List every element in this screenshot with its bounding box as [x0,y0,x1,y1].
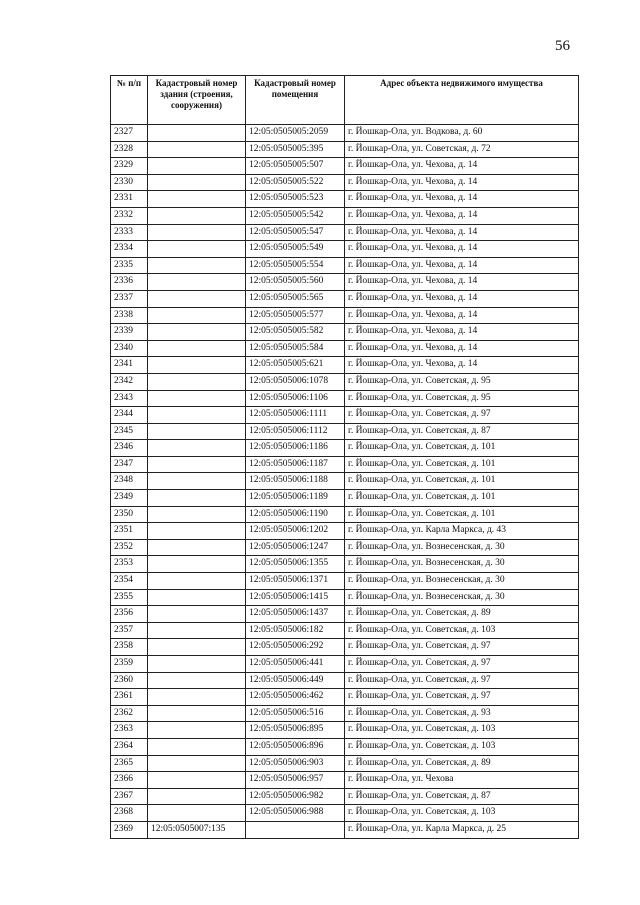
row-index: 2359 [111,656,148,673]
building-cadastral-number [148,805,246,822]
row-index: 2347 [111,456,148,473]
cadastral-table [110,75,579,839]
property-address: г. Йошкар-Ола, ул. Советская, д. 93 [345,705,579,722]
row-index: 2367 [111,788,148,805]
row-index: 2348 [111,473,148,490]
property-address: г. Йошкар-Ола, ул. Чехова, д. 14 [345,290,579,307]
building-cadastral-number [148,722,246,739]
premises-cadastral-number: 12:05:0505005:547 [246,224,345,241]
property-address: г. Йошкар-Ола, ул. Советская, д. 101 [345,490,579,507]
premises-cadastral-number: 12:05:0505005:582 [246,324,345,341]
property-address: г. Йошкар-Ола, ул. Карла Маркса, д. 43 [345,523,579,540]
table-row [111,224,579,241]
header-index: № п/п [111,76,148,125]
property-address: г. Йошкар-Ола, ул. Советская, д. 97 [345,689,579,706]
property-address: г. Йошкар-Ола, ул. Карла Маркса, д. 25 [345,821,579,838]
table-row [111,456,579,473]
header-building-number: Кадастровый номер здания (строения, сооружения) [148,76,246,125]
table-row [111,191,579,208]
building-cadastral-number [148,207,246,224]
property-address: г. Йошкар-Ола, ул. Чехова, д. 14 [345,174,579,191]
premises-cadastral-number: 12:05:0505006:1111 [246,407,345,424]
table-row [111,589,579,606]
row-index: 2354 [111,573,148,590]
building-cadastral-number [148,589,246,606]
building-cadastral-number [148,257,246,274]
header-row [111,76,579,125]
table-row [111,689,579,706]
building-cadastral-number [148,158,246,175]
table-row [111,556,579,573]
property-address: г. Йошкар-Ола, ул. Чехова, д. 14 [345,274,579,291]
row-index: 2341 [111,357,148,374]
property-address: г. Йошкар-Ола, ул. Советская, д. 89 [345,755,579,772]
row-index: 2343 [111,390,148,407]
row-index: 2344 [111,407,148,424]
table-row [111,174,579,191]
premises-cadastral-number [246,821,345,838]
row-index: 2331 [111,191,148,208]
table-row [111,207,579,224]
table-row [111,307,579,324]
building-cadastral-number [148,556,246,573]
property-address: г. Йошкар-Ола, ул. Вознесенская, д. 30 [345,539,579,556]
table-row [111,125,579,142]
table-row [111,440,579,457]
premises-cadastral-number: 12:05:0505006:982 [246,788,345,805]
property-address: г. Йошкар-Ола, ул. Советская, д. 97 [345,656,579,673]
premises-cadastral-number: 12:05:0505006:1202 [246,523,345,540]
premises-cadastral-number: 12:05:0505006:988 [246,805,345,822]
property-address: г. Йошкар-Ола, ул. Советская, д. 97 [345,407,579,424]
building-cadastral-number [148,125,246,142]
row-index: 2352 [111,539,148,556]
premises-cadastral-number: 12:05:0505005:554 [246,257,345,274]
row-index: 2366 [111,772,148,789]
building-cadastral-number [148,788,246,805]
building-cadastral-number [148,772,246,789]
premises-cadastral-number: 12:05:0505006:182 [246,622,345,639]
table-row [111,373,579,390]
row-index: 2346 [111,440,148,457]
property-address: г. Йошкар-Ола, ул. Советская, д. 87 [345,788,579,805]
table-row [111,788,579,805]
premises-cadastral-number: 12:05:0505005:560 [246,274,345,291]
row-index: 2365 [111,755,148,772]
building-cadastral-number [148,290,246,307]
property-address: г. Йошкар-Ола, ул. Вознесенская, д. 30 [345,556,579,573]
row-index: 2340 [111,340,148,357]
property-address: г. Йошкар-Ола, ул. Советская, д. 97 [345,672,579,689]
premises-cadastral-number: 12:05:0505006:1078 [246,373,345,390]
table-row [111,539,579,556]
building-cadastral-number [148,141,246,158]
premises-cadastral-number: 12:05:0505006:292 [246,639,345,656]
table-row [111,639,579,656]
property-address: г. Йошкар-Ола, ул. Вознесенская, д. 30 [345,589,579,606]
property-address: г. Йошкар-Ола, ул. Советская, д. 97 [345,639,579,656]
premises-cadastral-number: 12:05:0505006:449 [246,672,345,689]
premises-cadastral-number: 12:05:0505005:542 [246,207,345,224]
building-cadastral-number [148,506,246,523]
row-index: 2361 [111,689,148,706]
table-header [111,76,579,125]
premises-cadastral-number: 12:05:0505006:957 [246,772,345,789]
table-body [111,125,579,839]
property-address: г. Йошкар-Ола, ул. Советская, д. 101 [345,473,579,490]
row-index: 2364 [111,738,148,755]
premises-cadastral-number: 12:05:0505006:1106 [246,390,345,407]
premises-cadastral-number: 12:05:0505006:1188 [246,473,345,490]
property-address: г. Йошкар-Ола, ул. Чехова, д. 14 [345,224,579,241]
row-index: 2332 [111,207,148,224]
table-row [111,755,579,772]
row-index: 2335 [111,257,148,274]
property-address: г. Йошкар-Ола, ул. Советская, д. 103 [345,722,579,739]
property-address: г. Йошкар-Ола, ул. Советская, д. 95 [345,390,579,407]
property-address: г. Йошкар-Ола, ул. Чехова, д. 14 [345,307,579,324]
table-row [111,324,579,341]
table-row [111,772,579,789]
row-index: 2337 [111,290,148,307]
table-row [111,257,579,274]
property-address: г. Йошкар-Ола, ул. Советская, д. 89 [345,606,579,623]
premises-cadastral-number: 12:05:0505006:1437 [246,606,345,623]
table-row [111,606,579,623]
building-cadastral-number [148,274,246,291]
table-row [111,573,579,590]
premises-cadastral-number: 12:05:0505006:441 [246,656,345,673]
premises-cadastral-number: 12:05:0505005:584 [246,340,345,357]
premises-cadastral-number: 12:05:0505005:565 [246,290,345,307]
premises-cadastral-number: 12:05:0505005:395 [246,141,345,158]
row-index: 2360 [111,672,148,689]
table-row [111,340,579,357]
premises-cadastral-number: 12:05:0505005:2059 [246,125,345,142]
premises-cadastral-number: 12:05:0505006:462 [246,689,345,706]
building-cadastral-number [148,440,246,457]
building-cadastral-number [148,407,246,424]
building-cadastral-number [148,755,246,772]
property-address: г. Йошкар-Ола, ул. Советская, д. 95 [345,373,579,390]
premises-cadastral-number: 12:05:0505006:1355 [246,556,345,573]
table-row [111,357,579,374]
table-row [111,141,579,158]
premises-cadastral-number: 12:05:0505006:1190 [246,506,345,523]
table-row [111,805,579,822]
building-cadastral-number [148,241,246,258]
building-cadastral-number [148,174,246,191]
table-row [111,423,579,440]
building-cadastral-number [148,606,246,623]
row-index: 2350 [111,506,148,523]
property-address: г. Йошкар-Ола, ул. Чехова, д. 14 [345,207,579,224]
row-index: 2327 [111,125,148,142]
building-cadastral-number [148,639,246,656]
row-index: 2338 [111,307,148,324]
property-address: г. Йошкар-Ола, ул. Вознесенская, д. 30 [345,573,579,590]
row-index: 2336 [111,274,148,291]
building-cadastral-number [148,224,246,241]
property-address: г. Йошкар-Ола, ул. Чехова [345,772,579,789]
table-row [111,158,579,175]
table-row [111,490,579,507]
building-cadastral-number [148,390,246,407]
building-cadastral-number [148,672,246,689]
row-index: 2357 [111,622,148,639]
property-address: г. Йошкар-Ола, ул. Чехова, д. 14 [345,158,579,175]
property-address: г. Йошкар-Ола, ул. Советская, д. 101 [345,456,579,473]
building-cadastral-number [148,622,246,639]
premises-cadastral-number: 12:05:0505006:1189 [246,490,345,507]
premises-cadastral-number: 12:05:0505006:895 [246,722,345,739]
row-index: 2333 [111,224,148,241]
premises-cadastral-number: 12:05:0505005:621 [246,357,345,374]
row-index: 2362 [111,705,148,722]
property-address: г. Йошкар-Ола, ул. Водкова, д. 60 [345,125,579,142]
property-address: г. Йошкар-Ола, ул. Чехова, д. 14 [345,324,579,341]
premises-cadastral-number: 12:05:0505006:1247 [246,539,345,556]
premises-cadastral-number: 12:05:0505005:522 [246,174,345,191]
building-cadastral-number [148,523,246,540]
building-cadastral-number [148,191,246,208]
row-index: 2334 [111,241,148,258]
property-address: г. Йошкар-Ола, ул. Советская, д. 87 [345,423,579,440]
premises-cadastral-number: 12:05:0505005:507 [246,158,345,175]
building-cadastral-number [148,738,246,755]
row-index: 2349 [111,490,148,507]
row-index: 2363 [111,722,148,739]
building-cadastral-number [148,340,246,357]
table-row [111,473,579,490]
premises-cadastral-number: 12:05:0505006:896 [246,738,345,755]
premises-cadastral-number: 12:05:0505006:1371 [246,573,345,590]
premises-cadastral-number: 12:05:0505005:549 [246,241,345,258]
building-cadastral-number [148,490,246,507]
building-cadastral-number [148,539,246,556]
premises-cadastral-number: 12:05:0505006:1415 [246,589,345,606]
premises-cadastral-number: 12:05:0505006:1186 [246,440,345,457]
property-address: г. Йошкар-Ола, ул. Чехова, д. 14 [345,340,579,357]
property-address: г. Йошкар-Ола, ул. Советская, д. 103 [345,622,579,639]
premises-cadastral-number: 12:05:0505005:523 [246,191,345,208]
header-address: Адрес объекта недвижимого имущества [345,76,579,125]
row-index: 2329 [111,158,148,175]
row-index: 2356 [111,606,148,623]
row-index: 2353 [111,556,148,573]
table-row [111,672,579,689]
row-index: 2339 [111,324,148,341]
building-cadastral-number [148,373,246,390]
premises-cadastral-number: 12:05:0505006:1112 [246,423,345,440]
table-row [111,274,579,291]
building-cadastral-number [148,473,246,490]
building-cadastral-number [148,689,246,706]
table-row [111,407,579,424]
row-index: 2345 [111,423,148,440]
premises-cadastral-number: 12:05:0505006:516 [246,705,345,722]
building-cadastral-number [148,324,246,341]
property-address: г. Йошкар-Ола, ул. Чехова, д. 14 [345,191,579,208]
property-address: г. Йошкар-Ола, ул. Советская, д. 101 [345,440,579,457]
building-cadastral-number: 12:05:0505007:135 [148,821,246,838]
premises-cadastral-number: 12:05:0505006:903 [246,755,345,772]
table-row [111,722,579,739]
building-cadastral-number [148,357,246,374]
table-row [111,390,579,407]
property-address: г. Йошкар-Ола, ул. Чехова, д. 14 [345,357,579,374]
row-index: 2355 [111,589,148,606]
row-index: 2328 [111,141,148,158]
row-index: 2351 [111,523,148,540]
table-row [111,506,579,523]
row-index: 2368 [111,805,148,822]
table-row [111,705,579,722]
property-address: г. Йошкар-Ола, ул. Чехова, д. 14 [345,257,579,274]
page-number: 56 [555,38,570,54]
property-address: г. Йошкар-Ола, ул. Чехова, д. 14 [345,241,579,258]
premises-cadastral-number: 12:05:0505006:1187 [246,456,345,473]
building-cadastral-number [148,307,246,324]
building-cadastral-number [148,423,246,440]
property-address: г. Йошкар-Ола, ул. Советская, д. 103 [345,805,579,822]
row-index: 2358 [111,639,148,656]
table-row [111,523,579,540]
table-row [111,622,579,639]
property-address: г. Йошкар-Ола, ул. Советская, д. 72 [345,141,579,158]
property-address: г. Йошкар-Ола, ул. Советская, д. 101 [345,506,579,523]
table-row [111,656,579,673]
building-cadastral-number [148,573,246,590]
building-cadastral-number [148,656,246,673]
table-row [111,821,579,838]
row-index: 2330 [111,174,148,191]
table-row [111,738,579,755]
table-row [111,241,579,258]
table-row [111,290,579,307]
row-index: 2369 [111,821,148,838]
property-address: г. Йошкар-Ола, ул. Советская, д. 103 [345,738,579,755]
header-premises-number: Кадастровый номер помещения [246,76,345,125]
building-cadastral-number [148,705,246,722]
building-cadastral-number [148,456,246,473]
row-index: 2342 [111,373,148,390]
premises-cadastral-number: 12:05:0505005:577 [246,307,345,324]
